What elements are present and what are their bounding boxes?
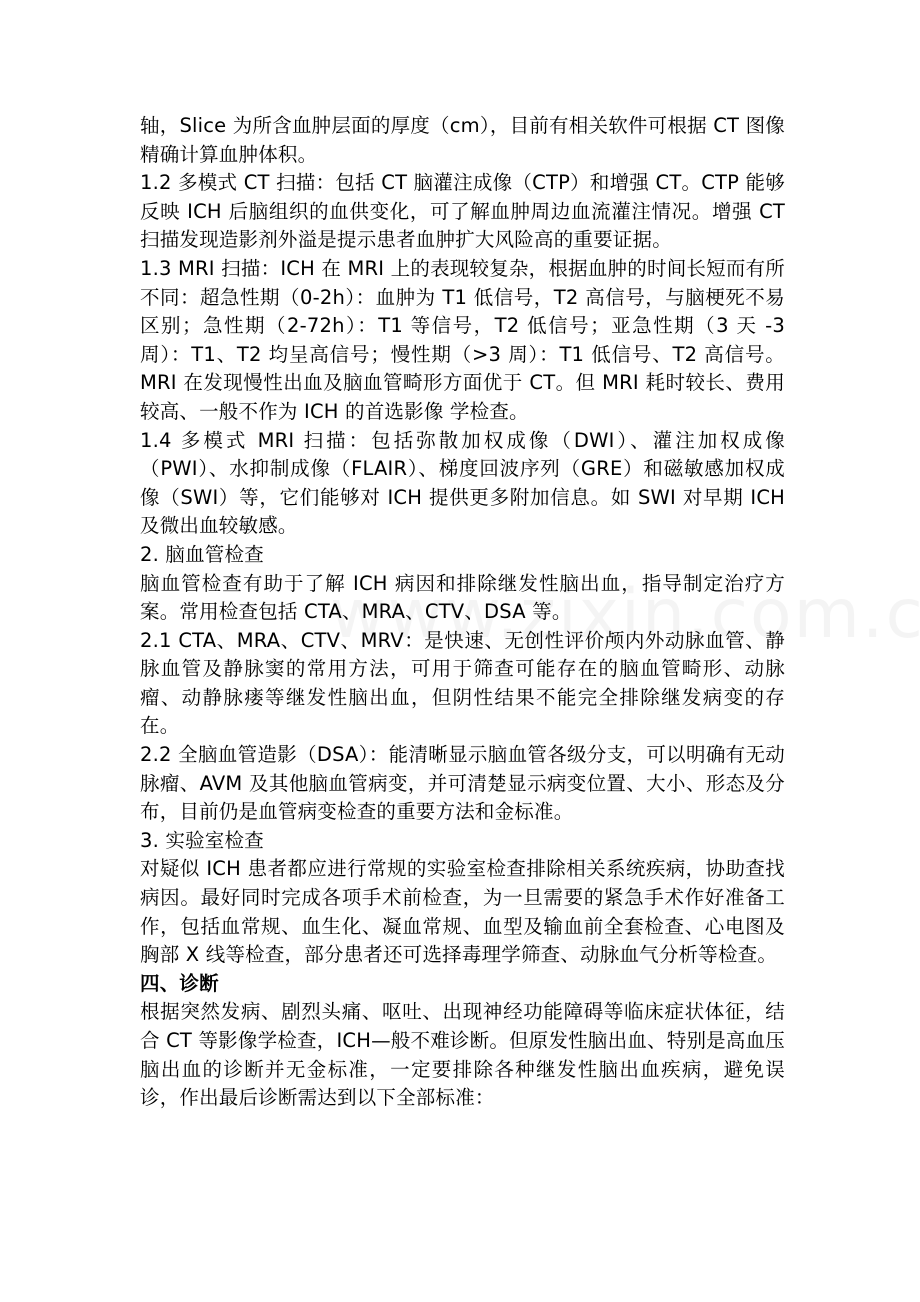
- paragraph-cta-mra: 2.1 CTA、MRA、CTV、MRV：是快速、无创性评价颅内外动脉血管、静脉血管及静脉窦的常用方法，可用于筛查可能存在的脑血管畸形、动脉瘤、动静脉瘘等继发性脑出血，但阴性结果不能完全排除继发病变的存在。: [140, 628, 785, 738]
- paragraph-multimodal-mri: 1.4 多模式 MRI 扫描：包括弥散加权成像（DWI）、灌注加权成像（PWI）、水抑制成像（FLAIR）、梯度回波序列（GRE）和磁敏感加权成像（SWI）等，它们能够对 ICH 提供更多附加信息。如 SWI 对早期 ICH 及微出血较敏感。: [140, 428, 785, 538]
- paragraph-lab-exam: 对疑似 ICH 患者都应进行常规的实验室检查排除相关系统疾病，协助查找病因。最好同时完成各项手术前检查，为一旦需要的紧急手术作好准备工作，包括血常规、血生化、凝血常规、血型及输血前全套检查、心电图及胸部 X 线等检查，部分患者还可选择毒理学筛查、动脉血气分析等检查。: [140, 857, 785, 967]
- paragraph-multimodal-ct: 1.2 多模式 CT 扫描：包括 CT 脑灌注成像（CTP）和增强 CT。CTP 能够反映 ICH 后脑组织的血供变化，可了解血肿周边血流灌注情况。增强 CT 扫描发现造影剂外溢是提示患者血肿扩大风险高的重要证据。: [140, 171, 785, 252]
- paragraph-ct-volume: 轴，Slice 为所含血肿层面的厚度（cm），目前有相关软件可根据 CT 图像精确计算血肿体积。: [140, 114, 785, 166]
- paragraph-diagnosis: 根据突然发病、剧烈头痛、呕吐、出现神经功能障碍等临床症状体征，结合 CT 等影像学检查，ICH—般不难诊断。但原发性脑出血、特别是高血压脑出血的诊断并无金标准，一定要排除各种继发性脑出血疾病，避免误诊，作出最后诊断需达到以下全部标准：: [140, 1000, 785, 1110]
- section-title-cerebrovascular-exam: 2. 脑血管检查: [140, 542, 264, 566]
- paragraph-dsa: 2.2 全脑血管造影（DSA）：能清晰显示脑血管各级分支，可以明确有无动脉瘤、AVM 及其他脑血管病变，并可清楚显示病变位置、大小、形态及分布，目前仍是血管病变检查的重要方法和金标准。: [140, 743, 785, 824]
- document-body: [140, 112, 785, 1113]
- section-title-lab-exam: 3. 实验室检查: [140, 828, 264, 852]
- paragraph-mri-scan: 1.3 MRI 扫描：ICH 在 MRI 上的表现较复杂，根据血肿的时间长短而有所不同：超急性期（0-2h）：血肿为 T1 低信号，T2 高信号，与脑梗死不易区别；急性期（2-72h）：T1 等信号，T2 低信号；亚急性期（3 天 -3 周）：T1、T2 均呈高信号；慢性期（>3 周）：T1 低信号、T2 高信号。MRI 在发现慢性出血及脑血管畸形方面优于 CT。但 MRI 耗时较长、费用较高、一般不作为 ICH 的首选影像 学检查。: [140, 256, 785, 423]
- section-heading-diagnosis: 四、诊断: [140, 971, 219, 995]
- paragraph-cerebrovascular-exam: 脑血管检查有助于了解 ICH 病因和排除继发性脑出血，指导制定治疗方案。常用检查包括 CTA、MRA、CTV、DSA 等。: [140, 571, 785, 624]
